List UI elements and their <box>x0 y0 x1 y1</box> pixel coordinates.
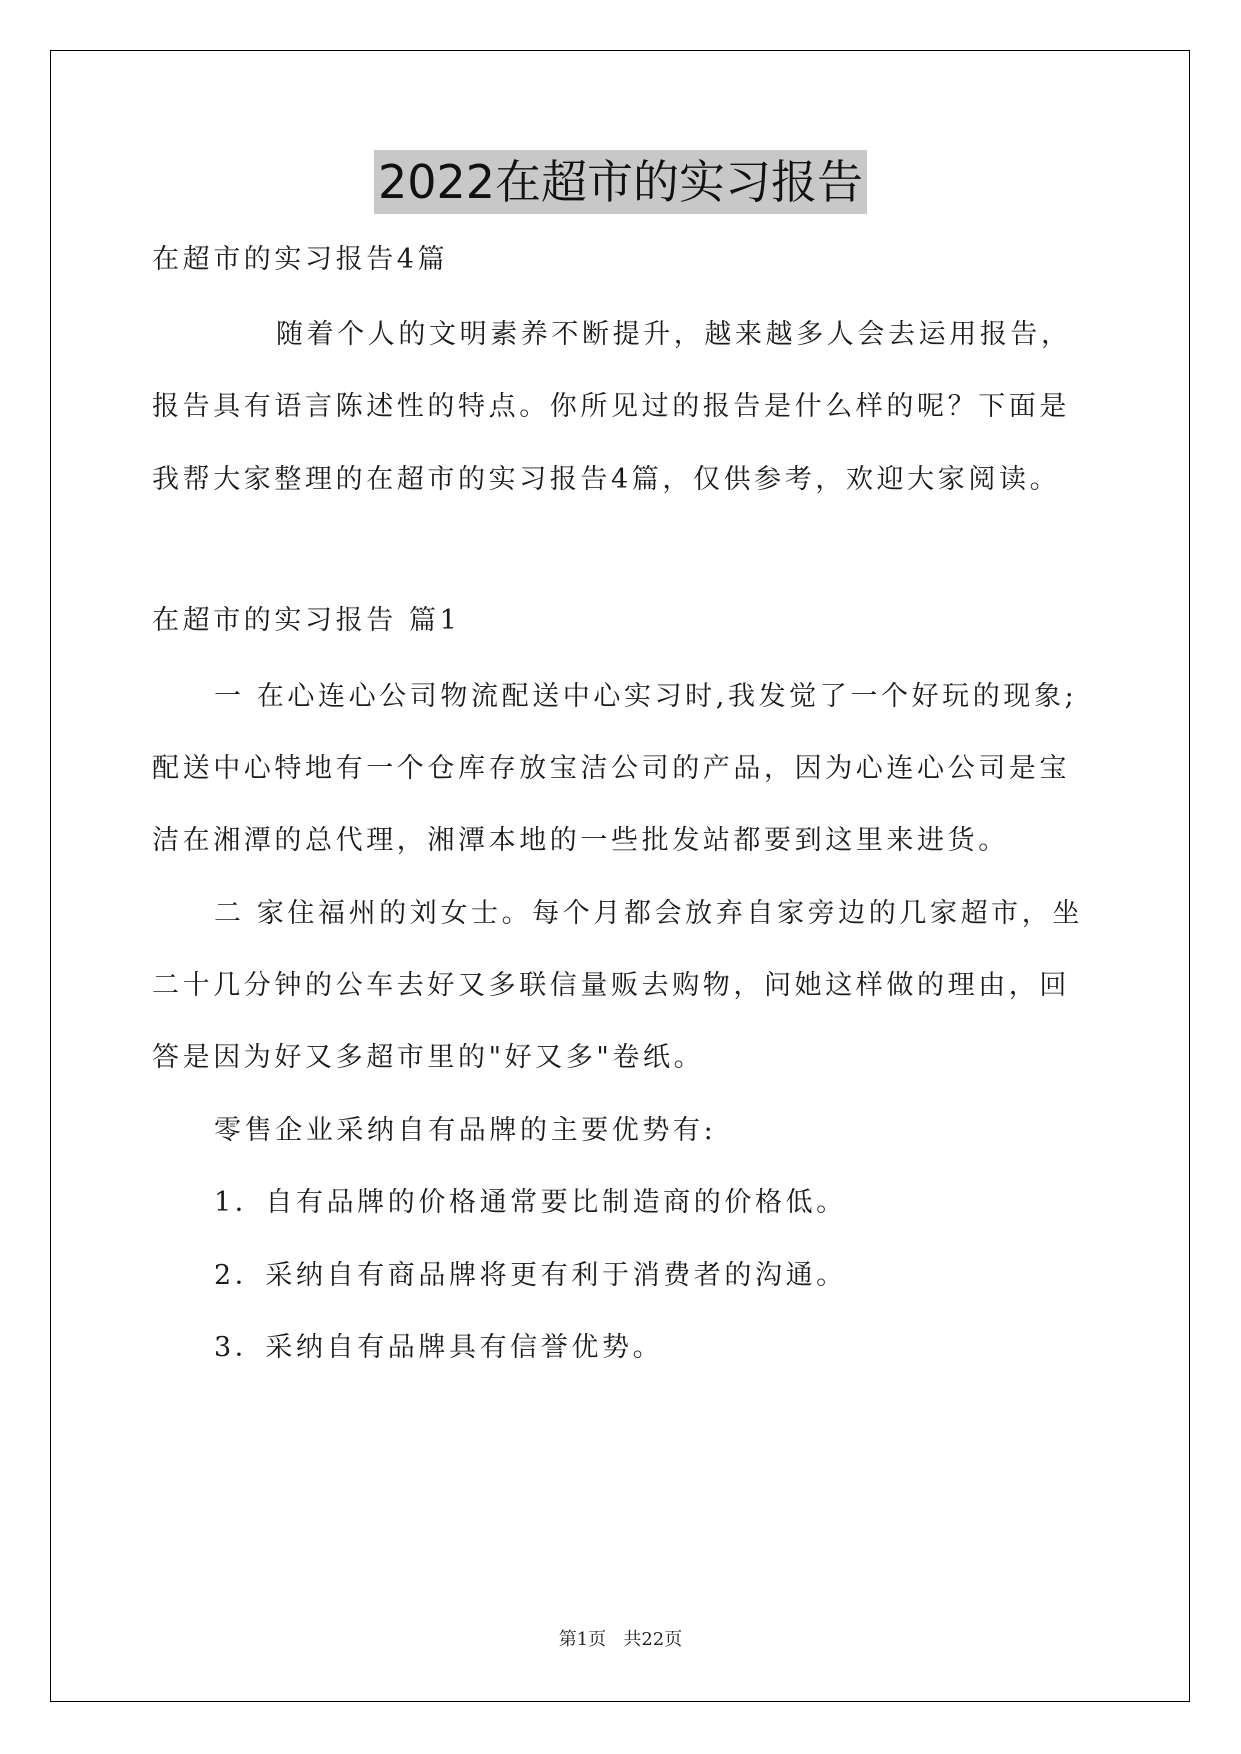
body-line-2: 配送中心特地有一个仓库存放宝洁公司的产品，因为心连心公司是宝 <box>152 753 1070 784</box>
body-line-4: 二 家住福州的刘女士。每个月都会放弃自家旁边的几家超市，坐 <box>214 898 1083 929</box>
list-item-2: 2．采纳自有商品牌将更有利于消费者的沟通。 <box>214 1260 847 1291</box>
list-item-1: 1．自有品牌的价格通常要比制造商的价格低。 <box>214 1187 847 1218</box>
page-number: 第1页 共22页 <box>558 1629 683 1650</box>
title-container <box>0 150 1241 214</box>
list-item-3: 3．采纳自有品牌具有信誉优势。 <box>214 1332 664 1363</box>
intro-line-2: 报告具有语言陈述性的特点。你所见过的报告是什么样的呢？下面是 <box>152 391 1070 422</box>
body-line-5: 二十几分钟的公车去好又多联信量贩去购物，问她这样做的理由，回 <box>152 970 1070 1001</box>
body-line-1: 一 在心连心公司物流配送中心实习时,我发觉了一个好玩的现象; <box>214 681 1078 712</box>
document-subtitle: 在超市的实习报告4篇 <box>152 244 449 275</box>
intro-line-3: 我帮大家整理的在超市的实习报告4篇，仅供参考，欢迎大家阅读。 <box>152 464 1061 495</box>
intro-line-1: 随着个人的文明素养不断提升，越来越多人会去运用报告， <box>276 319 1072 350</box>
body-line-6: 答是因为好又多超市里的"好又多"卷纸。 <box>152 1042 705 1073</box>
page-border <box>50 50 1190 1702</box>
body-line-7: 零售企业采纳自有品牌的主要优势有: <box>214 1115 717 1146</box>
body-line-3: 洁在湘潭的总代理，湘潭本地的一些批发站都要到这里来进货。 <box>152 825 1009 856</box>
document-title: 2022在超市的实习报告 <box>374 150 867 214</box>
section-heading: 在超市的实习报告 篇1 <box>152 605 461 636</box>
